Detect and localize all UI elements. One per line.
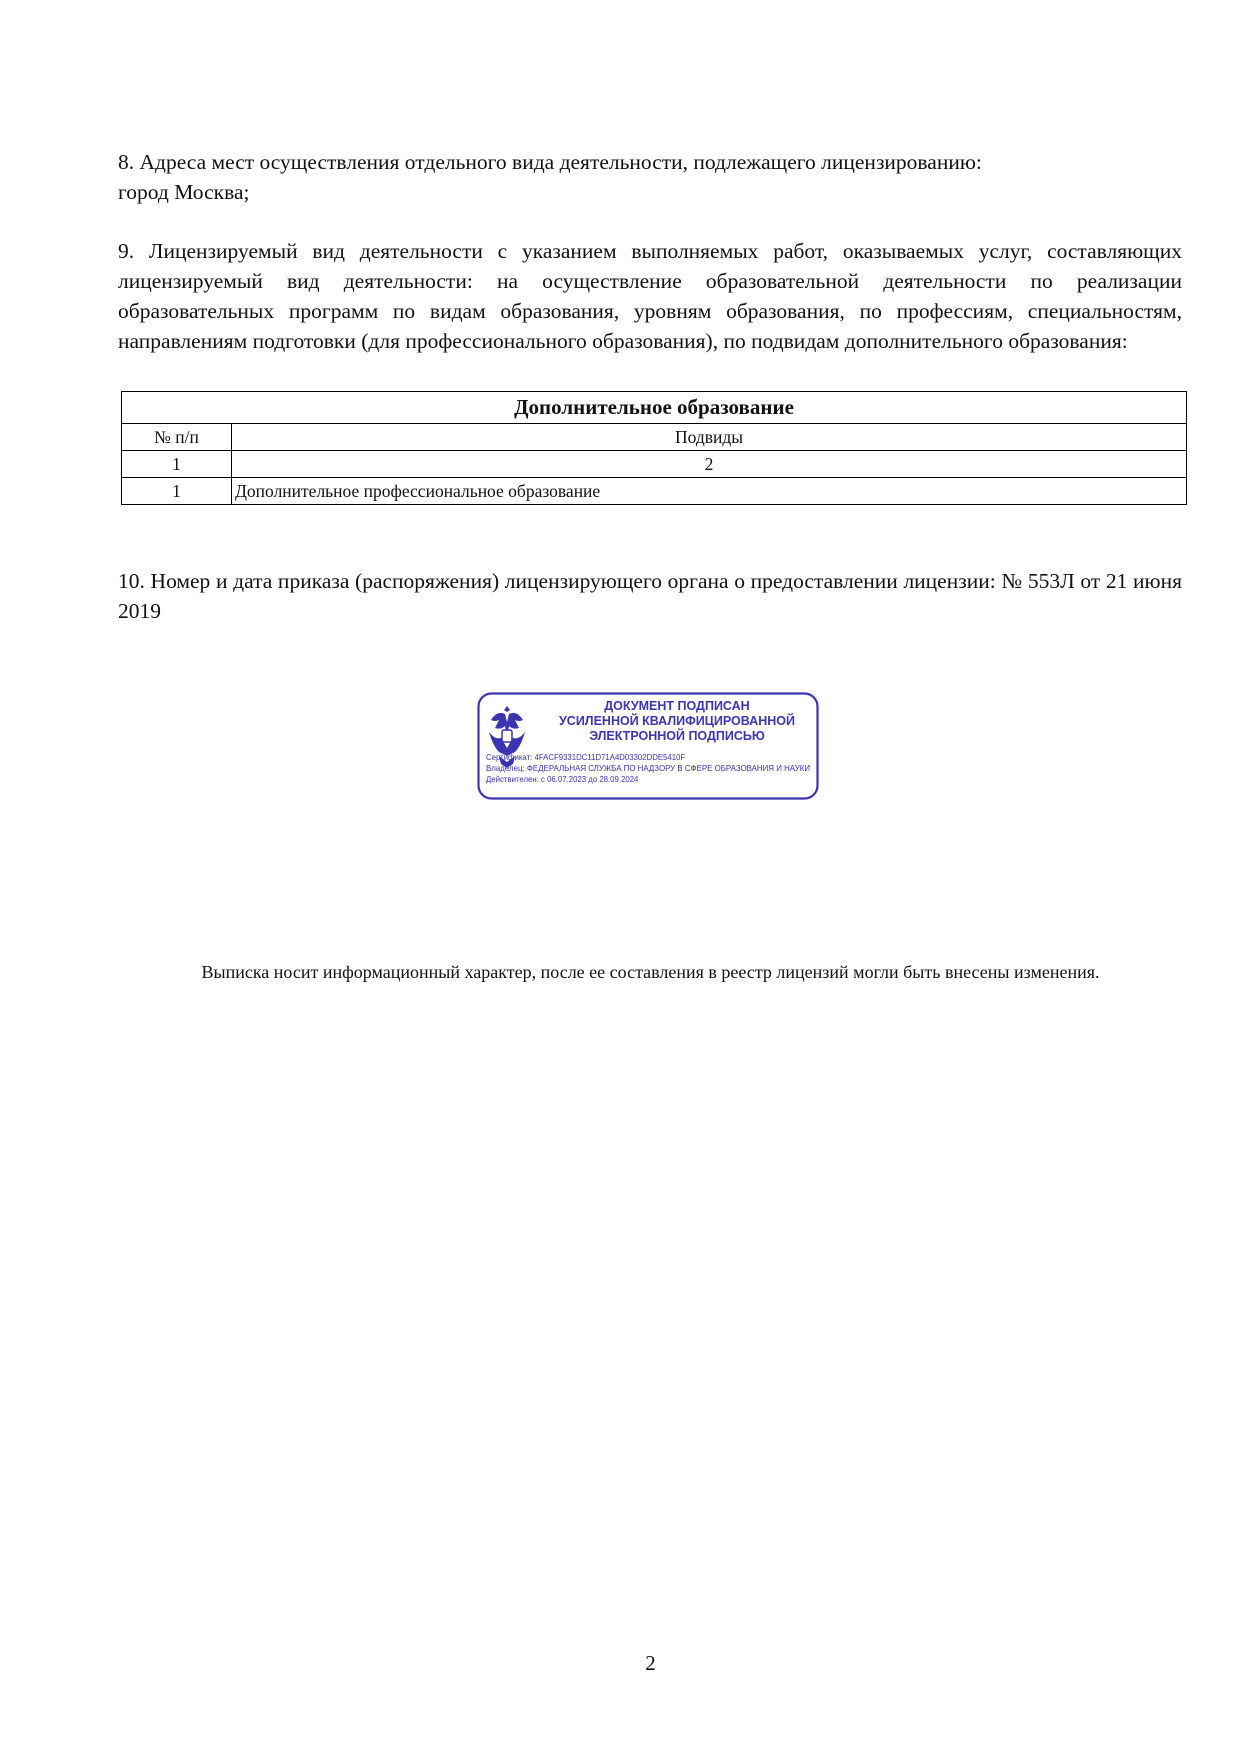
table-title: Дополнительное образование [122, 392, 1187, 424]
page-number: 2 [645, 1651, 656, 1675]
stamp-line-2: УСИЛЕННОЙ КВАЛИФИЦИРОВАННОЙ [559, 714, 795, 728]
header-number: № п/п [122, 424, 232, 451]
signature-stamp [477, 692, 819, 800]
section-8 [118, 147, 1182, 207]
stamp-line-3: ЭЛЕКТРОННОЙ ПОДПИСЬЮ [589, 729, 765, 743]
section-10-text: 10. Номер и дата приказа (распоряжения) лицензирующего органа о предоставлении лицензии: № 553Л от 21 июня 2019 [118, 569, 1182, 623]
column-number-1: 1 [122, 451, 232, 478]
stamp-validity: Действителен: с 06.07.2023 до 28.09.2024 [486, 775, 639, 784]
row-subtype: Дополнительное профессиональное образование [232, 478, 1187, 505]
section-9-text: 9. Лицензируемый вид деятельности с указанием выполняемых работ, оказываемых услуг, составляющих лицензируемый вид деятельности: на осуществление образовательной деятельности по реализации образовательных программ по видам образования, уровням образования, по профессиям, специальностям, направлениям подготовки (для профессионального образования), по подвидам дополнительного образования: [118, 239, 1182, 353]
footer-note: Выписка носит информационный характер, после ее составления в реестр лицензий могли быть внесены изменения. [201, 962, 1100, 982]
header-subtypes: Подвиды [232, 424, 1187, 451]
column-number-2: 2 [232, 451, 1187, 478]
row-number: 1 [122, 478, 232, 505]
section-8-value: город Москва; [118, 180, 250, 204]
section-8-heading: 8. Адреса мест осуществления отдельного вида деятельности, подлежащего лицензированию: [118, 150, 982, 174]
stamp-owner: Владелец: ФЕДЕРАЛЬНАЯ СЛУЖБА ПО НАДЗОРУ В СФЕРЕ ОБРАЗОВАНИЯ И НАУКИ [486, 764, 810, 773]
stamp-certificate: Сертификат: 4FACF9331DC11D71A4D03302DDE5410F [486, 753, 686, 762]
education-table [121, 391, 1187, 505]
stamp-line-1: ДОКУМЕНТ ПОДПИСАН [604, 699, 750, 713]
table-row [122, 478, 1187, 505]
